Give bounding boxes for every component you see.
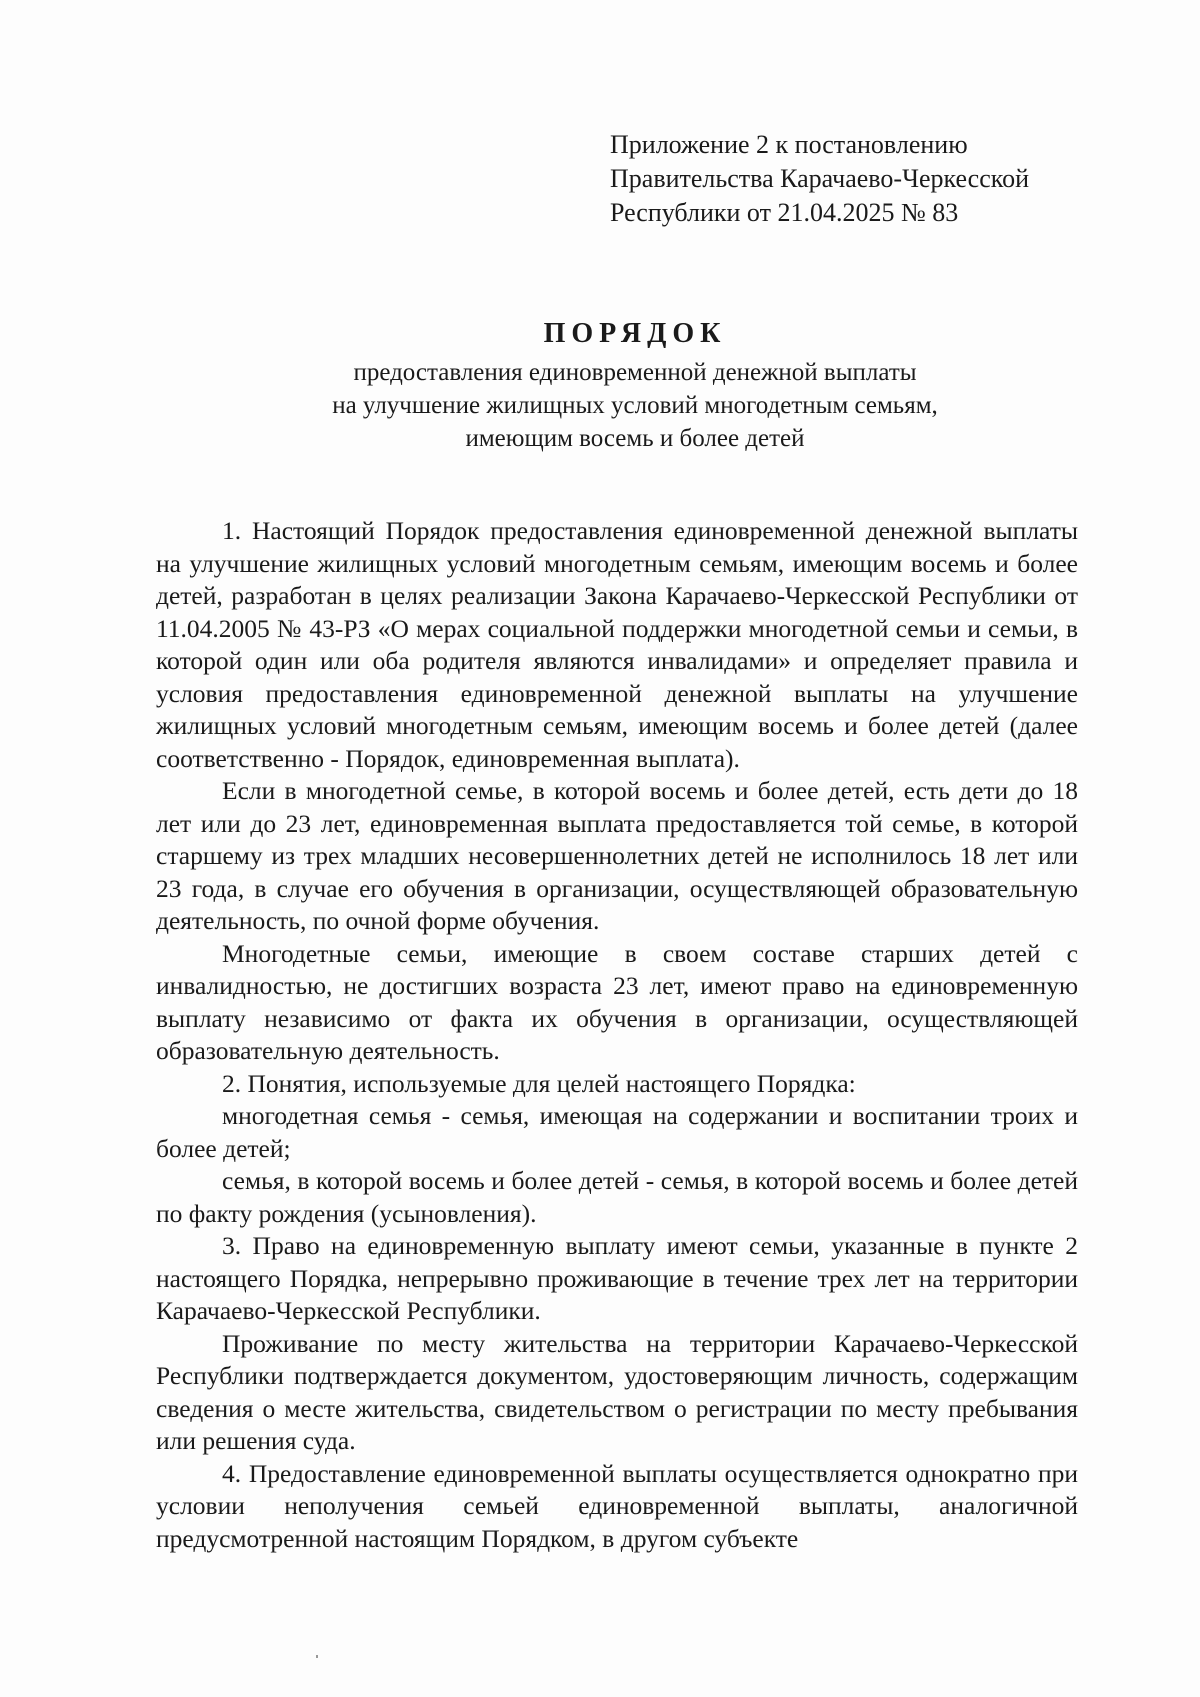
paragraph-3: Многодетные семьи, имеющие в своем составе старших детей с инвалидностью, не достигших возраста 23 лет, имеют право на единовременную выплату независимо от факта их обучения в организации, осуществляющей образовательную деятельность.: [156, 938, 1078, 1065]
paragraph-7: 3. Право на единовременную выплату имеют семьи, указанные в пункте 2 настоящего Порядка, непрерывно проживающие в течение трех лет на территории Карачаево-Черкесской Республики.: [156, 1231, 1078, 1325]
paragraph-6: семья, в которой восемь и более детей - семья, в которой восемь и более детей по факту рождения (усыновления).: [156, 1166, 1078, 1228]
appendix-line-3: Республики от 21.04.2025 № 83: [610, 198, 959, 227]
appendix-line-1: Приложение 2 к постановлению: [610, 130, 968, 159]
document-body: [156, 515, 1078, 1555]
document-subtitle: [255, 356, 1015, 455]
appendix-line-2: Правительства Карачаево-Черкесской: [610, 164, 1029, 193]
paragraph-4: 2. Понятия, используемые для целей настоящего Порядка:: [222, 1068, 856, 1098]
paragraph-2: Если в многодетной семье, в которой восемь и более детей, есть дети до 18 лет или до 23 лет, единовременная выплата предоставляется той семье, в которой старшему из трех младших несовершеннолетних детей не исполнилось 18 лет или 23 года, в случае его обучения в организации, осуществляющей образовательную деятельность, по очной форме обучения.: [156, 776, 1078, 935]
paragraph-1: 1. Настоящий Порядок предоставления единовременной денежной выплаты на улучшение жилищных условий многодетным семьям, имеющим восемь и более детей, разработан в целях реализации Закона Карачаево-Черкесской Республики от 11.04.2005 № 43-РЗ «О мерах социальной поддержки многодетной семьи и семьи, в которой один или оба родителя являются инвалидами» и определяет правила и условия предоставления единовременной денежной выплаты на улучшение жилищных условий многодетным семьям, имеющим восемь и более детей (далее соответственно - Порядок, единовременная выплата).: [156, 516, 1078, 773]
appendix-note: [610, 128, 1090, 230]
paragraph-9: 4. Предоставление единовременной выплаты осуществляется однократно при условии неполучения семьей единовременной выплаты, аналогичной предусмотренной настоящим Порядком, в другом субъекте: [156, 1458, 1078, 1553]
subtitle-line-2: на улучшение жилищных условий многодетным семьям,: [332, 392, 938, 419]
paragraph-8: Проживание по месту жительства на территории Карачаево-Черкесской Республики подтверждается документом, удостоверяющим личность, содержащим сведения о месте жительства, свидетельством о регистрации по месту пребывания или решения суда.: [156, 1328, 1078, 1455]
subtitle-line-3: имеющим восемь и более детей: [465, 425, 805, 452]
subtitle-line-1: предоставления единовременной денежной выплаты: [353, 359, 917, 386]
paragraph-5: многодетная семья - семья, имеющая на содержании и воспитании троих и более детей;: [156, 1101, 1078, 1163]
scan-speck: [316, 1655, 318, 1658]
document-title: ПОРЯДОК: [543, 318, 727, 349]
